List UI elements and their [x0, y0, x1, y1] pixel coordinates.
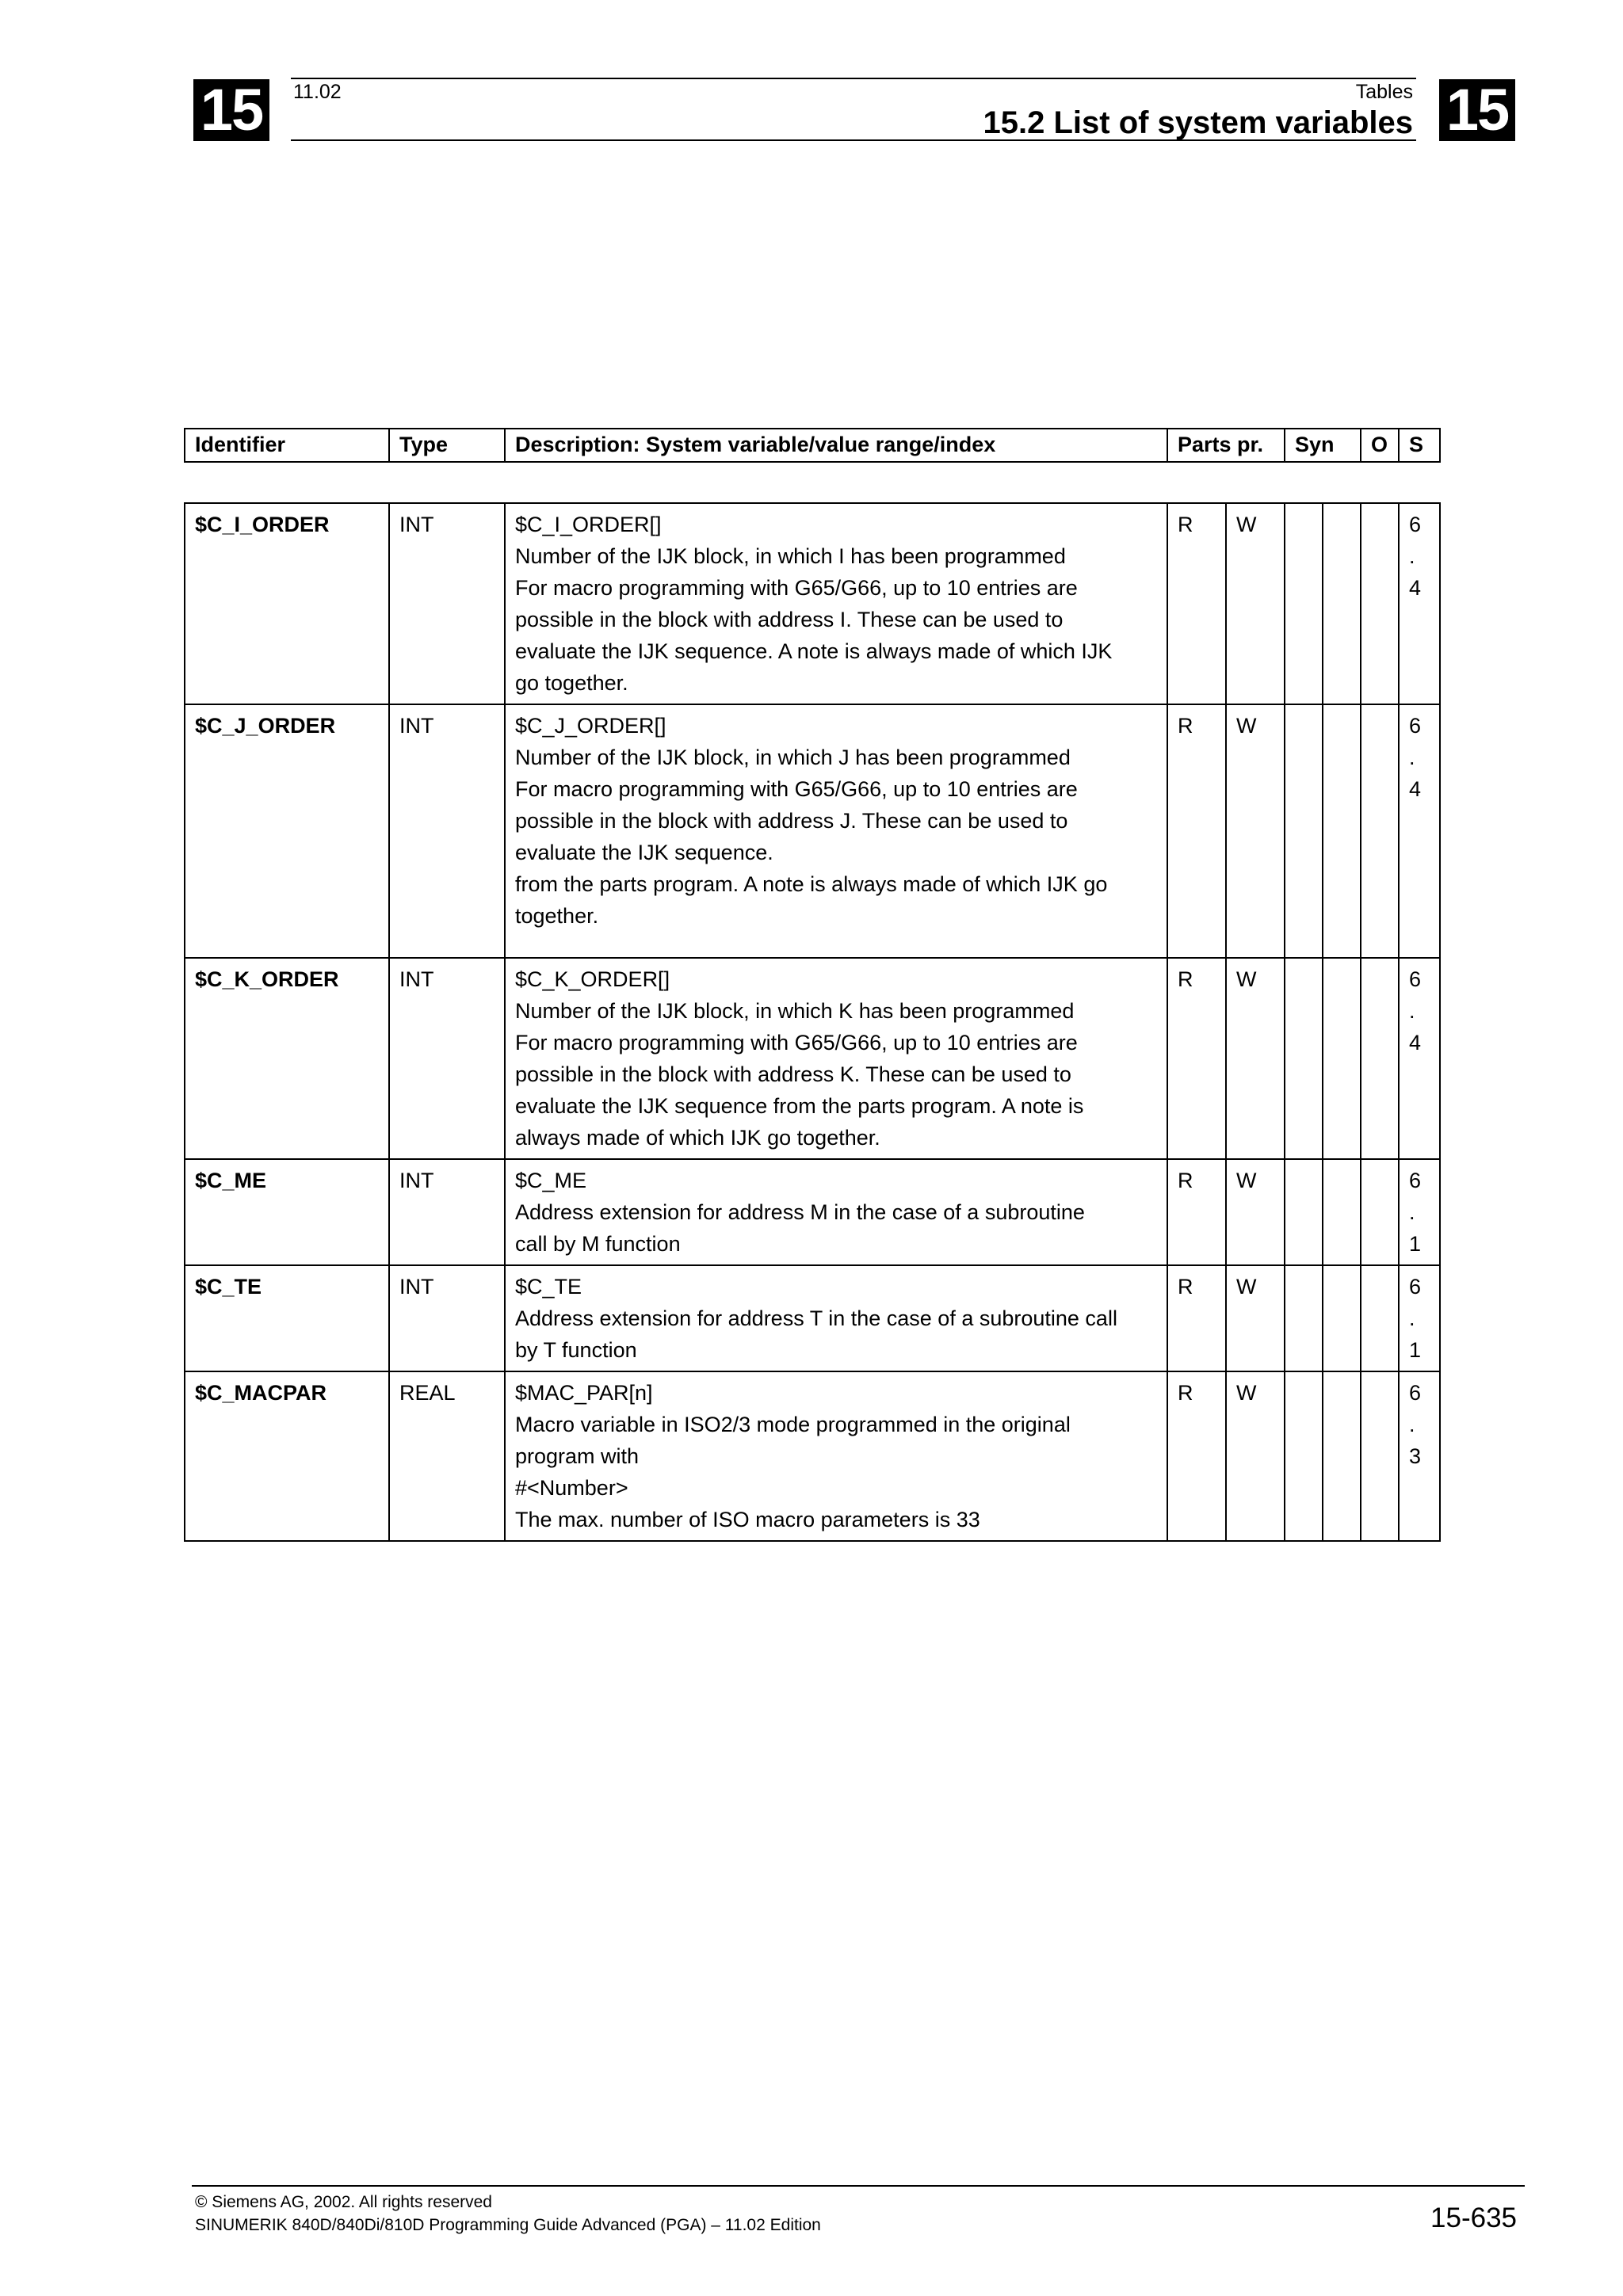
cell-identifier: $C_J_ORDER [185, 704, 389, 958]
cell-type: INT [389, 704, 505, 958]
cell-identifier: $C_ME [185, 1159, 389, 1265]
description-line: $C_ME [515, 1169, 587, 1192]
cell-empty [1285, 958, 1323, 1159]
header-o: O [1361, 429, 1399, 462]
description-line: possible in the block with address K. These can be used to [515, 1062, 1071, 1086]
description-line: Macro variable in ISO2/3 mode programmed in the original [515, 1413, 1071, 1436]
header-top-rule [291, 78, 1416, 79]
cell-s [1399, 958, 1440, 1159]
cell-o [1361, 1159, 1399, 1265]
description-line: possible in the block with address I. These can be used to [515, 608, 1064, 631]
cell-s [1399, 1371, 1440, 1541]
cell-identifier: $C_I_ORDER [185, 503, 389, 704]
cell-identifier: $C_TE [185, 1265, 389, 1371]
cell-read: R [1167, 1159, 1226, 1265]
table-row [185, 704, 1440, 958]
header-section: Tables [1355, 81, 1413, 103]
cell-empty [1285, 503, 1323, 704]
s-value-line: . [1409, 544, 1415, 568]
header-s: S [1399, 429, 1440, 462]
cell-read: R [1167, 1265, 1226, 1371]
cell-read: R [1167, 503, 1226, 704]
header-syn: Syn [1285, 429, 1361, 462]
description-line: Address extension for address T in the case of a subroutine call [515, 1306, 1117, 1330]
description-line: Number of the IJK block, in which K has been programmed [515, 999, 1075, 1023]
description-line: always made of which IJK go together. [515, 1126, 880, 1150]
footer-copyright: © Siemens AG, 2002. All rights reserved [195, 2193, 492, 2211]
header-date: 11.02 [293, 81, 342, 103]
description-line: evaluate the IJK sequence. [515, 841, 773, 864]
s-value-line: 6 [1409, 1275, 1422, 1299]
s-value-line: 1 [1409, 1232, 1422, 1256]
cell-empty [1285, 704, 1323, 958]
cell-write: W [1226, 958, 1285, 1159]
cell-read: R [1167, 1371, 1226, 1541]
cell-s [1399, 1265, 1440, 1371]
description-line: from the parts program. A note is always made of which IJK go [515, 872, 1108, 896]
header-parts-pr: Parts pr. [1167, 429, 1285, 462]
table-row [185, 1159, 1440, 1265]
description-line: by T function [515, 1338, 637, 1362]
cell-description [505, 704, 1167, 958]
description-line: $C_I_ORDER[] [515, 513, 662, 536]
header-description: Description: System variable/value range/index [505, 429, 1167, 462]
description-line: Number of the IJK block, in which I has been programmed [515, 544, 1066, 568]
cell-empty [1285, 1159, 1323, 1265]
s-value-line: 4 [1409, 1031, 1422, 1055]
s-value-line: 3 [1409, 1444, 1422, 1468]
cell-description [505, 503, 1167, 704]
description-line: For macro programming with G65/G66, up to 10 entries are [515, 777, 1078, 801]
s-value-line: . [1409, 1306, 1415, 1330]
cell-type: INT [389, 958, 505, 1159]
description-line: evaluate the IJK sequence. A note is always made of which IJK [515, 639, 1113, 663]
cell-write: W [1226, 503, 1285, 704]
table-row [185, 958, 1440, 1159]
cell-syn [1323, 1159, 1361, 1265]
cell-description [505, 1265, 1167, 1371]
page-title: 15.2 List of system variables [983, 105, 1413, 140]
page-number: 15-635 [1430, 2203, 1517, 2233]
table-header [184, 428, 1441, 463]
cell-read: R [1167, 704, 1226, 958]
s-value-line: 4 [1409, 777, 1422, 801]
cell-syn [1323, 704, 1361, 958]
s-value-line: . [1409, 1413, 1415, 1436]
s-value-line: 4 [1409, 576, 1422, 600]
cell-s [1399, 503, 1440, 704]
s-value-line: 1 [1409, 1338, 1422, 1362]
cell-s [1399, 1159, 1440, 1265]
cell-syn [1323, 1265, 1361, 1371]
chapter-number-left: 15 [193, 79, 269, 141]
cell-description [505, 1159, 1167, 1265]
cell-o [1361, 704, 1399, 958]
s-value-line: 6 [1409, 1169, 1422, 1192]
cell-empty [1285, 1265, 1323, 1371]
cell-description [505, 958, 1167, 1159]
description-line: possible in the block with address J. These can be used to [515, 809, 1068, 833]
description-line: For macro programming with G65/G66, up to 10 entries are [515, 1031, 1078, 1055]
table-row [185, 1371, 1440, 1541]
cell-description [505, 1371, 1167, 1541]
cell-o [1361, 1371, 1399, 1541]
cell-identifier: $C_MACPAR [185, 1371, 389, 1541]
header-type: Type [389, 429, 505, 462]
description-line: program with [515, 1444, 640, 1468]
s-value-line: 6 [1409, 513, 1422, 536]
s-value-line: . [1409, 999, 1415, 1023]
description-line: $C_TE [515, 1275, 582, 1299]
description-line: #<Number> [515, 1476, 628, 1500]
description-line: together. [515, 904, 599, 928]
cell-write: W [1226, 1265, 1285, 1371]
description-line: Address extension for address M in the case of a subroutine [515, 1200, 1085, 1224]
description-line: The max. number of ISO macro parameters is 33 [515, 1508, 980, 1531]
description-line: go together. [515, 671, 628, 695]
cell-s [1399, 704, 1440, 958]
cell-type: INT [389, 1265, 505, 1371]
table-row [185, 503, 1440, 704]
footer-rule [192, 2185, 1525, 2187]
cell-read: R [1167, 958, 1226, 1159]
cell-type: INT [389, 503, 505, 704]
cell-o [1361, 1265, 1399, 1371]
footer-guide-title: SINUMERIK 840D/840Di/810D Programming Guide Advanced (PGA) – 11.02 Edition [195, 2216, 821, 2234]
s-value-line: 6 [1409, 967, 1422, 991]
description-line: For macro programming with G65/G66, up to 10 entries are [515, 576, 1078, 600]
cell-syn [1323, 958, 1361, 1159]
cell-write: W [1226, 1371, 1285, 1541]
cell-type: REAL [389, 1371, 505, 1541]
cell-write: W [1226, 1159, 1285, 1265]
cell-o [1361, 958, 1399, 1159]
chapter-number-right: 15 [1439, 79, 1515, 141]
cell-write: W [1226, 704, 1285, 958]
header-identifier: Identifier [185, 429, 389, 462]
s-value-line: . [1409, 746, 1415, 769]
cell-syn [1323, 1371, 1361, 1541]
description-line: $MAC_PAR[n] [515, 1381, 653, 1405]
description-line: $C_J_ORDER[] [515, 714, 666, 738]
cell-identifier: $C_K_ORDER [185, 958, 389, 1159]
description-line: Number of the IJK block, in which J has been programmed [515, 746, 1071, 769]
cell-syn [1323, 503, 1361, 704]
description-line: evaluate the IJK sequence from the parts program. A note is [515, 1094, 1084, 1118]
cell-o [1361, 503, 1399, 704]
cell-empty [1285, 1371, 1323, 1541]
table-row [185, 1265, 1440, 1371]
s-value-line: 6 [1409, 714, 1422, 738]
system-variables-table [184, 502, 1441, 1542]
description-line: call by M function [515, 1232, 681, 1256]
description-line: $C_K_ORDER[] [515, 967, 670, 991]
s-value-line: 6 [1409, 1381, 1422, 1405]
cell-type: INT [389, 1159, 505, 1265]
s-value-line: . [1409, 1200, 1415, 1224]
